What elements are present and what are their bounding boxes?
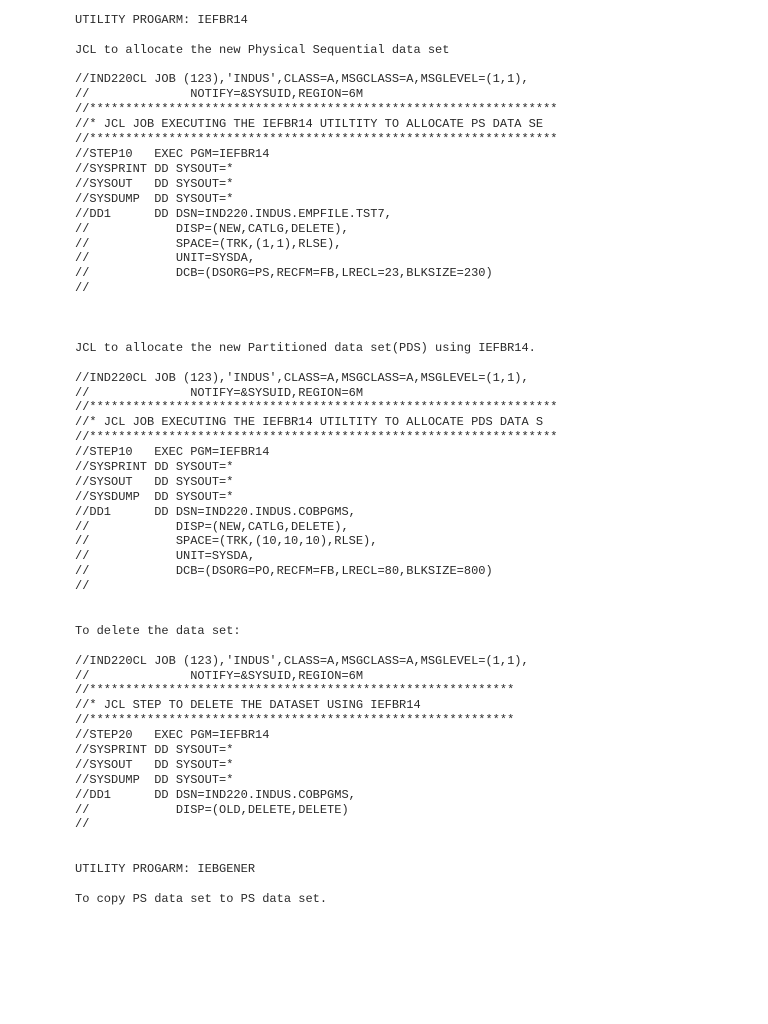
code-line: //* JCL JOB EXECUTING THE IEFBR14 UTILTITY TO ALLOCATE PS DATA SE (75, 117, 544, 131)
code-line: //DD1 DD DSN=IND220.INDUS.EMPFILE.TST7, (75, 207, 392, 221)
code-line: // DISP=(OLD,DELETE,DELETE) (75, 803, 349, 817)
code-line: // DCB=(DSORG=PS,RECFM=FB,LRECL=23,BLKSIZE=230) (75, 266, 493, 280)
code-line: //SYSPRINT DD SYSOUT=* (75, 162, 234, 176)
code-line: // NOTIFY=&SYSUID,REGION=6M (75, 386, 364, 400)
code-line: //SYSDUMP DD SYSOUT=* (75, 192, 234, 206)
code-line: //DD1 DD DSN=IND220.INDUS.COBPGMS, (75, 788, 356, 802)
code-line: //SYSDUMP DD SYSOUT=* (75, 490, 234, 504)
code-line: //STEP10 EXEC PGM=IEFBR14 (75, 147, 270, 161)
code-line: // (75, 817, 90, 831)
ps-section-intro: JCL to allocate the new Physical Sequential data set (75, 43, 450, 57)
code-line: //STEP20 EXEC PGM=IEFBR14 (75, 728, 270, 742)
code-line: //SYSOUT DD SYSOUT=* (75, 177, 234, 191)
code-line: // SPACE=(TRK,(1,1),RLSE), (75, 237, 342, 251)
utility-heading-iefbr14: UTILITY PROGARM: IEFBR14 (75, 13, 248, 27)
code-line: //***************************************************************** (75, 132, 558, 146)
code-line: // DISP=(NEW,CATLG,DELETE), (75, 520, 349, 534)
code-line: //IND220CL JOB (123),'INDUS',CLASS=A,MSGCLASS=A,MSGLEVEL=(1,1), (75, 72, 529, 86)
iebgener-intro: To copy PS data set to PS data set. (75, 892, 328, 906)
code-line: //STEP10 EXEC PGM=IEFBR14 (75, 445, 270, 459)
code-line: //SYSPRINT DD SYSOUT=* (75, 743, 234, 757)
code-line: //SYSDUMP DD SYSOUT=* (75, 773, 234, 787)
code-line: // UNIT=SYSDA, (75, 251, 256, 265)
code-line: // NOTIFY=&SYSUID,REGION=6M (75, 87, 364, 101)
code-line: //* JCL STEP TO DELETE THE DATASET USING IEFBR14 (75, 698, 421, 712)
code-line: //***************************************************************** (75, 102, 558, 116)
code-line: // SPACE=(TRK,(10,10,10),RLSE), (75, 534, 378, 548)
code-line: //* JCL JOB EXECUTING THE IEFBR14 UTILTITY TO ALLOCATE PDS DATA S (75, 415, 544, 429)
code-line: //*********************************************************** (75, 683, 515, 697)
code-line: // DISP=(NEW,CATLG,DELETE), (75, 222, 349, 236)
delete-section-intro: To delete the data set: (75, 624, 241, 638)
code-line: // (75, 579, 90, 593)
code-line: //SYSPRINT DD SYSOUT=* (75, 460, 234, 474)
code-line: //IND220CL JOB (123),'INDUS',CLASS=A,MSGCLASS=A,MSGLEVEL=(1,1), (75, 654, 529, 668)
code-line: //***************************************************************** (75, 400, 558, 414)
code-line: // UNIT=SYSDA, (75, 549, 256, 563)
code-line: //SYSOUT DD SYSOUT=* (75, 758, 234, 772)
code-line: //DD1 DD DSN=IND220.INDUS.COBPGMS, (75, 505, 356, 519)
code-line: //***************************************************************** (75, 430, 558, 444)
pds-section-intro: JCL to allocate the new Partitioned data set(PDS) using IEFBR14. (75, 341, 536, 355)
code-line: // (75, 281, 90, 295)
utility-heading-iebgener: UTILITY PROGARM: IEBGENER (75, 862, 256, 876)
code-line: // DCB=(DSORG=PO,RECFM=FB,LRECL=80,BLKSIZE=800) (75, 564, 493, 578)
code-line: //*********************************************************** (75, 713, 515, 727)
code-line: //IND220CL JOB (123),'INDUS',CLASS=A,MSGCLASS=A,MSGLEVEL=(1,1), (75, 371, 529, 385)
code-line: // NOTIFY=&SYSUID,REGION=6M (75, 669, 364, 683)
code-line: //SYSOUT DD SYSOUT=* (75, 475, 234, 489)
